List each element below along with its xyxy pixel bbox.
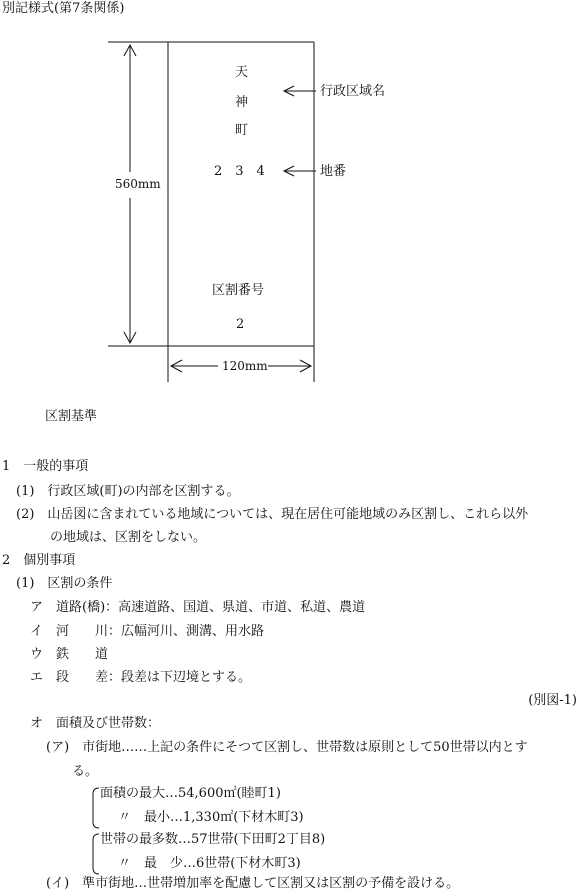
area-min: 〃 最小…1,330㎡(下材木町3) [118,810,304,825]
household-min: 〃 最 少…6世帯(下材木町3) [118,856,301,871]
household-bracket [90,832,100,876]
figure-reference: (別図-1) [528,693,577,708]
block-number: 2 [236,317,245,332]
lot-number: 2 3 4 [214,164,265,179]
general-item-1: (1) 行政区域(町)の内部を区割する。 [16,484,240,499]
general-item-2-line2: の地域は、区割をしない。 [50,530,207,545]
block-diagram [0,0,583,400]
place-name-char-3: 町 [235,123,249,138]
heading-specific: 2 個別事項 [2,553,76,568]
place-name-char-2: 神 [235,95,249,110]
urban-area-line2: る。 [72,764,99,779]
general-item-2-line1: (2) 山岳図に含まれている地域については、現在居住可能地域のみ区割し、これら以外 [16,507,529,522]
condition-e-step: エ 段 差：段差は下辺境とする。 [30,670,252,685]
place-name-char-1: 天 [235,65,249,80]
condition-u-railway: ウ 鉄 道 [30,647,109,662]
lot-label: 地番 [320,164,347,179]
semi-urban-area: (イ) 準市街地…世帯増加率を配慮して区割又は区割の予備を設ける。 [46,876,460,891]
section-title: 区割基準 [45,409,98,424]
area-max: 面積の最大…54,600㎡(睦町1) [100,786,281,801]
urban-area-line1: (ア) 市街地……上記の条件にそつて区割し、世帯数は原則として50世帯以内とす [46,740,528,755]
heading-general: 1 一般的事項 [2,459,89,474]
width-dimension: 120mm [222,359,268,373]
page-header: 別記様式(第7条関係) [2,1,125,16]
condition-a-road: ア 道路(橋)：高速道路、国道、県道、市道、私道、農道 [30,600,366,615]
condition-o-area: オ 面積及び世帯数： [30,716,161,731]
height-dimension: 560mm [115,177,161,191]
admin-area-label: 行政区域名 [320,84,386,99]
specific-item-1: (1) 区割の条件 [16,576,113,591]
condition-i-river: イ 河 川：広幅河川、測溝、用水路 [30,624,265,639]
area-bracket [90,786,100,830]
block-number-label: 区割番号 [212,283,265,298]
household-max: 世帯の最多数…57世帯(下田町2丁目8) [100,832,326,847]
